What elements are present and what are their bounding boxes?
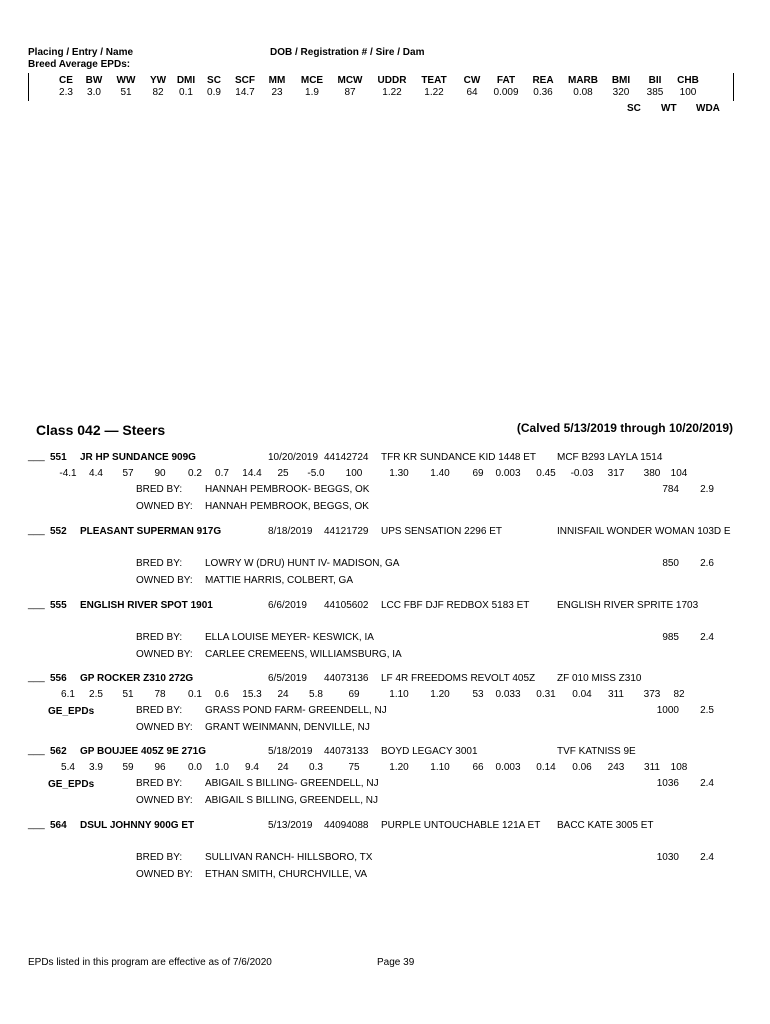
entry-epd-1: 3.9	[89, 762, 103, 773]
entry-sire: LF 4R FREEDOMS REVOLT 405Z	[381, 673, 536, 684]
entry-epd-3: 96	[154, 762, 166, 773]
entry-name: JR HP SUNDANCE 909G	[80, 452, 196, 463]
owned-by-label: OWNED BY:	[136, 869, 193, 880]
entry-number: 564	[50, 820, 67, 831]
entry-epd-14: 0.14	[536, 762, 556, 773]
entry-dob: 6/5/2019	[268, 673, 307, 684]
entry-epd-11: 1.40	[430, 468, 450, 479]
sub-label-sc: SC	[627, 103, 641, 114]
entry-dob: 5/13/2019	[268, 820, 313, 831]
entry-epd-8: 5.8	[309, 689, 323, 700]
breed-average-value-7: 23	[271, 87, 283, 98]
entry-epd-18: 108	[670, 762, 688, 773]
entry-epd-10: 1.10	[389, 689, 409, 700]
entry-dam: ENGLISH RIVER SPRITE 1703	[557, 600, 699, 611]
entry-epd-11: 1.20	[430, 689, 450, 700]
entry-epd-17: 311	[644, 762, 660, 773]
placing-blank: ___	[28, 451, 45, 462]
owned-by-value: HANNAH PEMBROOK, BEGGS, OK	[205, 501, 369, 512]
entry-epd-1: 4.4	[89, 468, 103, 479]
breed-average-value-10: 1.22	[382, 87, 402, 98]
entry-sire: PURPLE UNTOUCHABLE 121A ET	[381, 820, 541, 831]
bred-by-value: ELLA LOUISE MEYER- KESWICK, IA	[205, 632, 374, 643]
breed-average-value-5: 0.9	[207, 87, 221, 98]
entry-epd-13: 0.033	[495, 689, 521, 700]
placing-blank: ___	[28, 672, 45, 683]
entry-epd-14: 0.31	[536, 689, 556, 700]
breed-average-label-14: REA	[532, 75, 554, 86]
breed-average-label-11: TEAT	[421, 75, 447, 86]
bred-by-value: SULLIVAN RANCH- HILLSBORO, TX	[205, 852, 373, 863]
owned-by-value: CARLEE CREMEENS, WILLIAMSBURG, IA	[205, 649, 402, 660]
header-col2: DOB / Registration # / Sire / Dam	[270, 47, 425, 58]
entry-epd-2: 51	[122, 689, 134, 700]
breed-average-value-15: 0.08	[573, 87, 593, 98]
entry-registration: 44073133	[324, 746, 369, 757]
entry-registration: 44142724	[324, 452, 369, 463]
entry-epd-label: GE_EPDs	[48, 706, 95, 717]
entry-registration: 44105602	[324, 600, 369, 611]
breed-average-label-5: SC	[207, 75, 221, 86]
breed-average-label-8: MCE	[300, 75, 324, 86]
entry-wda: 2.4	[700, 852, 714, 863]
owned-by-label: OWNED BY:	[136, 722, 193, 733]
entry-number: 551	[50, 452, 67, 463]
entry-dob: 8/18/2019	[268, 526, 313, 537]
entry-epd-7: 24	[277, 689, 289, 700]
breed-average-value-12: 64	[466, 87, 478, 98]
breed-average-value-6: 14.7	[235, 87, 255, 98]
entry-epd-16: 317	[607, 468, 625, 479]
breed-average-value-14: 0.36	[533, 87, 553, 98]
owned-by-label: OWNED BY:	[136, 501, 193, 512]
entry-epd-15: 0.06	[572, 762, 592, 773]
entry-epd-16: 243	[607, 762, 625, 773]
entry-weight: 985	[662, 632, 679, 643]
entry-epd-4: 0.0	[188, 762, 202, 773]
entry-name: GP ROCKER Z310 272G	[80, 673, 194, 684]
breed-average-label-12: CW	[463, 75, 481, 86]
bred-by-label: BRED BY:	[136, 484, 183, 495]
entry-weight: 1036	[656, 778, 679, 789]
header-col1-line1: Placing / Entry / Name	[28, 47, 134, 58]
entry-epd-12: 53	[472, 689, 484, 700]
bred-by-value: LOWRY W (DRU) HUNT IV- MADISON, GA	[205, 558, 400, 569]
entry-number: 556	[50, 673, 67, 684]
breed-average-label-13: FAT	[496, 75, 516, 86]
breed-average-label-18: CHB	[677, 75, 699, 86]
entry-epd-5: 1.0	[215, 762, 229, 773]
entry-epd-11: 1.10	[430, 762, 450, 773]
entry-epd-7: 24	[277, 762, 289, 773]
entry-registration: 44073136	[324, 673, 369, 684]
sub-label-wt: WT	[661, 103, 677, 114]
entry-epd-4: 0.2	[188, 468, 202, 479]
entry-weight: 850	[662, 558, 679, 569]
owned-by-value: GRANT WEINMANN, DENVILLE, NJ	[205, 722, 370, 733]
entry-epd-15: -0.03	[570, 468, 594, 479]
breed-average-value-18: 100	[679, 87, 697, 98]
breed-average-value-9: 87	[344, 87, 356, 98]
entry-registration: 44094088	[324, 820, 369, 831]
entry-number: 562	[50, 746, 67, 757]
entry-epd-0: 6.1	[61, 689, 75, 700]
entry-epd-3: 90	[154, 468, 166, 479]
header-col1-line2: Breed Average EPDs:	[28, 59, 131, 70]
entry-wda: 2.5	[700, 705, 714, 716]
entry-epd-5: 0.7	[215, 468, 229, 479]
entry-epd-2: 59	[122, 762, 134, 773]
owned-by-value: ABIGAIL S BILLING, GREENDELL, NJ	[205, 795, 379, 806]
breed-average-value-4: 0.1	[179, 87, 193, 98]
bred-by-value: ABIGAIL S BILLING- GREENDELL, NJ	[205, 778, 379, 789]
bred-by-label: BRED BY:	[136, 778, 183, 789]
breed-average-value-13: 0.009	[493, 87, 519, 98]
breed-average-value-17: 385	[646, 87, 664, 98]
owned-by-value: MATTIE HARRIS, COLBERT, GA	[205, 575, 353, 586]
entry-epd-18: 104	[670, 468, 688, 479]
breed-average-label-6: SCF	[235, 75, 255, 86]
breed-average-label-0: CE	[59, 75, 73, 86]
entry-epd-14: 0.45	[536, 468, 556, 479]
class-date-range: (Calved 5/13/2019 through 10/20/2019)	[516, 421, 733, 435]
entry-epd-4: 0.1	[188, 689, 202, 700]
entry-epd-label: GE_EPDs	[48, 779, 95, 790]
bred-by-label: BRED BY:	[136, 632, 183, 643]
breed-average-value-2: 51	[120, 87, 132, 98]
entry-name: DSUL JOHNNY 900G ET	[80, 820, 195, 831]
entry-epd-8: 0.3	[309, 762, 323, 773]
entry-epd-17: 373	[643, 689, 661, 700]
entry-wda: 2.6	[700, 558, 714, 569]
breed-average-value-16: 320	[612, 87, 630, 98]
entry-epd-0: -4.1	[59, 468, 77, 479]
entry-epd-2: 57	[122, 468, 134, 479]
breed-average-label-4: DMI	[176, 75, 196, 86]
entry-name: GP BOUJEE 405Z 9E 271G	[80, 746, 206, 757]
placing-blank: ___	[28, 745, 45, 756]
entry-dam: INNISFAIL WONDER WOMAN 103D E	[557, 526, 731, 537]
placing-blank: ___	[28, 819, 45, 830]
entry-epd-12: 69	[472, 468, 484, 479]
owned-by-label: OWNED BY:	[136, 575, 193, 586]
entry-weight: 784	[662, 484, 679, 495]
class-title: Class 042 — Steers	[36, 422, 166, 438]
breed-average-epd-box	[28, 73, 734, 101]
entry-wda: 2.4	[700, 632, 714, 643]
breed-average-label-7: MM	[268, 75, 286, 86]
entry-epd-7: 25	[277, 468, 289, 479]
entry-name: PLEASANT SUPERMAN 917G	[80, 526, 222, 537]
entry-number: 552	[50, 526, 67, 537]
entry-weight: 1000	[656, 705, 679, 716]
breed-average-values	[29, 87, 733, 99]
entry-epd-6: 9.4	[245, 762, 259, 773]
entry-epd-1: 2.5	[89, 689, 103, 700]
entry-epd-5: 0.6	[215, 689, 229, 700]
entry-dam: ZF 010 MISS Z310	[557, 673, 642, 684]
breed-average-label-10: UDDR	[377, 75, 407, 86]
entry-epd-6: 15.3	[242, 689, 262, 700]
breed-average-value-8: 1.9	[305, 87, 319, 98]
entry-epd-17: 380	[643, 468, 661, 479]
entry-dam: MCF B293 LAYLA 1514	[557, 452, 663, 463]
sub-label-wda: WDA	[696, 103, 720, 114]
page-number: Page 39	[377, 957, 415, 968]
entry-sire: TFR KR SUNDANCE KID 1448 ET	[381, 452, 537, 463]
entry-epd-9: 69	[348, 689, 360, 700]
bred-by-value: GRASS POND FARM- GREENDELL, NJ	[205, 705, 387, 716]
entry-number: 555	[50, 600, 67, 611]
entry-wda: 2.9	[700, 484, 714, 495]
breed-average-value-3: 82	[152, 87, 164, 98]
bred-by-label: BRED BY:	[136, 558, 183, 569]
entry-epd-6: 14.4	[242, 468, 262, 479]
breed-average-label-9: MCW	[337, 75, 363, 86]
entry-epd-9: 100	[345, 468, 363, 479]
footer-note: EPDs listed in this program are effective as of 7/6/2020	[28, 957, 272, 968]
entry-dam: BACC KATE 3005 ET	[557, 820, 654, 831]
entry-dob: 6/6/2019	[268, 600, 307, 611]
entry-epd-15: 0.04	[572, 689, 592, 700]
entry-dob: 10/20/2019	[268, 452, 319, 463]
breed-average-labels	[29, 75, 733, 87]
breed-average-value-11: 1.22	[424, 87, 444, 98]
entry-epd-13: 0.003	[495, 762, 521, 773]
entry-epd-16: 311	[608, 689, 624, 700]
bred-by-label: BRED BY:	[136, 705, 183, 716]
owned-by-value: ETHAN SMITH, CHURCHVILLE, VA	[205, 869, 368, 880]
breed-average-label-3: YW	[149, 75, 167, 86]
entry-registration: 44121729	[324, 526, 369, 537]
entry-dam: TVF KATNISS 9E	[557, 746, 636, 757]
entry-sire: BOYD LEGACY 3001	[381, 746, 478, 757]
entry-epd-0: 5.4	[61, 762, 75, 773]
entry-epd-3: 78	[154, 689, 166, 700]
breed-average-label-1: BW	[85, 75, 103, 86]
breed-average-label-15: MARB	[568, 75, 598, 86]
entry-name: ENGLISH RIVER SPOT 1901	[80, 600, 213, 611]
entry-wda: 2.4	[700, 778, 714, 789]
breed-average-label-17: BII	[648, 75, 662, 86]
owned-by-label: OWNED BY:	[136, 649, 193, 660]
entry-epd-13: 0.003	[495, 468, 521, 479]
entry-sire: LCC FBF DJF REDBOX 5183 ET	[381, 600, 530, 611]
placing-blank: ___	[28, 525, 45, 536]
entry-weight: 1030	[656, 852, 679, 863]
entry-epd-8: -5.0	[307, 468, 325, 479]
entry-epd-10: 1.30	[389, 468, 409, 479]
placing-blank: ___	[28, 599, 45, 610]
breed-average-label-2: WW	[116, 75, 136, 86]
bred-by-value: HANNAH PEMBROOK- BEGGS, OK	[205, 484, 370, 495]
breed-average-label-16: BMI	[611, 75, 631, 86]
breed-average-value-1: 3.0	[87, 87, 101, 98]
entry-dob: 5/18/2019	[268, 746, 313, 757]
entry-sire: UPS SENSATION 2296 ET	[381, 526, 502, 537]
entry-epd-12: 66	[472, 762, 484, 773]
entry-epd-18: 82	[673, 689, 685, 700]
entry-epd-10: 1.20	[389, 762, 409, 773]
breed-average-value-0: 2.3	[59, 87, 73, 98]
owned-by-label: OWNED BY:	[136, 795, 193, 806]
bred-by-label: BRED BY:	[136, 852, 183, 863]
entry-epd-9: 75	[348, 762, 360, 773]
